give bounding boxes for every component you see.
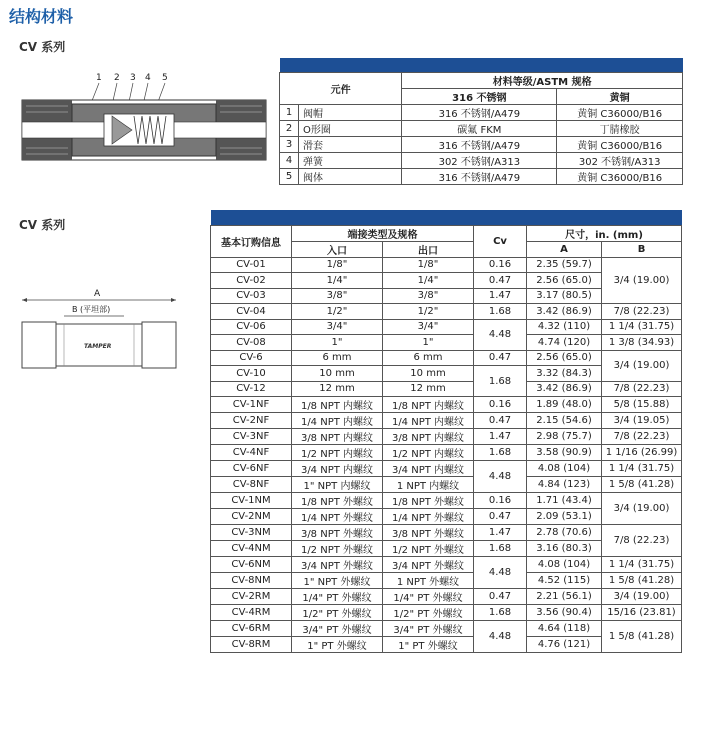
cv-value: 4.48	[474, 319, 527, 350]
outlet-spec: 1/2"	[383, 304, 474, 320]
ss-material: 316 不锈钢/A479	[402, 137, 557, 153]
cv-value: 1.47	[474, 288, 527, 304]
inlet-spec: 1/4 NPT 内螺纹	[292, 413, 383, 429]
row-number: 5	[280, 169, 299, 185]
order-code: CV-3NM	[211, 525, 292, 541]
order-code: CV-08	[211, 335, 292, 351]
material-row	[280, 121, 683, 137]
dimension-a: 4.08 (104)	[527, 461, 602, 477]
series-label-top: CV 系列	[19, 40, 66, 54]
order-code: CV-04	[211, 304, 292, 320]
dimension-b: 1 5/8 (41.28)	[602, 477, 682, 493]
outlet-spec: 3/8"	[383, 288, 474, 304]
inlet-spec: 1" NPT 内螺纹	[292, 477, 383, 493]
dimension-b: 7/8 (22.23)	[602, 525, 682, 557]
header-part: 元件	[280, 73, 402, 105]
cross-section-diagram	[14, 70, 274, 170]
outlet-spec: 1/2 NPT 内螺纹	[383, 445, 474, 461]
ordering-table	[210, 210, 682, 653]
cv-value: 1.47	[474, 525, 527, 541]
order-code: CV-06	[211, 319, 292, 335]
inlet-spec: 1/2 NPT 外螺纹	[292, 541, 383, 557]
dimension-b: 1 1/4 (31.75)	[602, 461, 682, 477]
brand-logo: TAMPER	[84, 343, 112, 350]
dimension-a: 4.74 (120)	[527, 335, 602, 351]
inlet-spec: 12 mm	[292, 381, 383, 397]
cv-value: 0.47	[474, 509, 527, 525]
dimension-a: 3.17 (80.5)	[527, 288, 602, 304]
series-label-bottom: CV 系列	[19, 218, 66, 232]
dimension-a: 2.56 (65.0)	[527, 273, 602, 289]
inlet-spec: 3/8 NPT 内螺纹	[292, 429, 383, 445]
dimension-a: 1.89 (48.0)	[527, 397, 602, 413]
dimension-b: 1 5/8 (41.28)	[602, 573, 682, 589]
order-code: CV-6	[211, 350, 292, 366]
cv-value: 0.16	[474, 257, 527, 273]
outlet-spec: 3/8 NPT 内螺纹	[383, 429, 474, 445]
row-number: 2	[280, 121, 299, 137]
dimension-a: 4.84 (123)	[527, 477, 602, 493]
part-name: 阀体	[299, 169, 402, 185]
dimension-b: 3/4 (19.00)	[602, 257, 682, 304]
order-code: CV-2NF	[211, 413, 292, 429]
outlet-spec: 1/4 NPT 内螺纹	[383, 413, 474, 429]
dimension-a: 3.42 (86.9)	[527, 304, 602, 320]
callout-1: 1	[96, 73, 102, 83]
dimension-a: 2.78 (70.6)	[527, 525, 602, 541]
outlet-spec: 12 mm	[383, 381, 474, 397]
dimension-b: 7/8 (22.23)	[602, 381, 682, 397]
cv-value: 1.68	[474, 366, 527, 397]
header-a: A	[527, 241, 602, 257]
cv-value: 0.47	[474, 589, 527, 605]
order-row	[211, 397, 682, 413]
cv-value: 0.47	[474, 413, 527, 429]
cv-value: 1.68	[474, 445, 527, 461]
dimension-b: 7/8 (22.23)	[602, 429, 682, 445]
row-number: 3	[280, 137, 299, 153]
order-row	[211, 319, 682, 335]
order-code: CV-2NM	[211, 509, 292, 525]
dimension-a: 3.58 (90.9)	[527, 445, 602, 461]
outlet-spec: 1/8 NPT 内螺纹	[383, 397, 474, 413]
outlet-spec: 3/4"	[383, 319, 474, 335]
order-row	[211, 381, 682, 397]
order-code: CV-2RM	[211, 589, 292, 605]
part-name: 滑套	[299, 137, 402, 153]
callout-5: 5	[162, 73, 168, 83]
outlet-spec: 6 mm	[383, 350, 474, 366]
order-row	[211, 573, 682, 589]
outline-diagram	[14, 286, 184, 376]
cv-value: 4.48	[474, 461, 527, 493]
order-row	[211, 350, 682, 366]
order-code: CV-4NM	[211, 541, 292, 557]
material-row	[280, 169, 683, 185]
outlet-spec: 10 mm	[383, 366, 474, 382]
dimension-a: 3.56 (90.4)	[527, 605, 602, 621]
callout-4: 4	[145, 73, 151, 83]
cv-value: 1.68	[474, 304, 527, 320]
dimension-a: 2.56 (65.0)	[527, 350, 602, 366]
outlet-spec: 3/8 NPT 外螺纹	[383, 525, 474, 541]
outlet-spec: 3/4" PT 外螺纹	[383, 621, 474, 637]
header-inlet: 入口	[292, 241, 383, 257]
dimension-a: 4.32 (110)	[527, 319, 602, 335]
order-row	[211, 589, 682, 605]
materials-table	[279, 58, 683, 185]
order-code: CV-1NF	[211, 397, 292, 413]
dimension-a: 1.71 (43.4)	[527, 493, 602, 509]
header-material: 材料等级/ASTM 规格	[402, 73, 683, 89]
order-code: CV-3NF	[211, 429, 292, 445]
inlet-spec: 1/2"	[292, 304, 383, 320]
order-row	[211, 335, 682, 351]
dimension-b: 1 1/4 (31.75)	[602, 319, 682, 335]
cv-value: 1.47	[474, 429, 527, 445]
dimension-b: 3/4 (19.00)	[602, 589, 682, 605]
cv-value: 1.68	[474, 605, 527, 621]
dimension-b: 3/4 (19.00)	[602, 350, 682, 381]
inlet-spec: 1/4 NPT 外螺纹	[292, 509, 383, 525]
order-row	[211, 477, 682, 493]
inlet-spec: 3/8 NPT 外螺纹	[292, 525, 383, 541]
brass-material: 黄铜 C36000/B16	[557, 105, 683, 121]
order-code: CV-8RM	[211, 637, 292, 653]
inlet-spec: 1/4" PT 外螺纹	[292, 589, 383, 605]
dimension-b: 3/4 (19.00)	[602, 493, 682, 525]
dimension-a: 2.15 (54.6)	[527, 413, 602, 429]
outlet-spec: 1/2" PT 外螺纹	[383, 605, 474, 621]
header-cv: Cv	[474, 225, 527, 257]
order-code: CV-03	[211, 288, 292, 304]
dimension-b: 3/4 (19.05)	[602, 413, 682, 429]
material-row	[280, 137, 683, 153]
ss-material: 316 不锈钢/A479	[402, 105, 557, 121]
dimension-a: 3.32 (84.3)	[527, 366, 602, 382]
callout-3: 3	[130, 73, 136, 83]
dimension-a: 3.42 (86.9)	[527, 381, 602, 397]
ss-material: 碳氟 FKM	[402, 121, 557, 137]
outlet-spec: 1/4 NPT 外螺纹	[383, 509, 474, 525]
order-code: CV-10	[211, 366, 292, 382]
inlet-spec: 1/8 NPT 外螺纹	[292, 493, 383, 509]
dimension-a: 2.35 (59.7)	[527, 257, 602, 273]
outlet-spec: 1/4" PT 外螺纹	[383, 589, 474, 605]
inlet-spec: 1/4"	[292, 273, 383, 289]
inlet-spec: 1/2" PT 外螺纹	[292, 605, 383, 621]
outlet-spec: 1" PT 外螺纹	[383, 637, 474, 653]
inlet-spec: 1" NPT 外螺纹	[292, 573, 383, 589]
outlet-spec: 1 NPT 内螺纹	[383, 477, 474, 493]
inlet-spec: 10 mm	[292, 366, 383, 382]
dimension-b: 1 3/8 (34.93)	[602, 335, 682, 351]
dimension-b-label: B (平坦部)	[72, 305, 111, 314]
inlet-spec: 1/2 NPT 内螺纹	[292, 445, 383, 461]
header-outlet: 出口	[383, 241, 474, 257]
cv-value: 0.47	[474, 273, 527, 289]
order-code: CV-6RM	[211, 621, 292, 637]
cv-value: 0.16	[474, 397, 527, 413]
order-row	[211, 445, 682, 461]
callout-2: 2	[114, 73, 120, 83]
dimension-a: 4.52 (115)	[527, 573, 602, 589]
order-code: CV-6NF	[211, 461, 292, 477]
dimension-b: 15/16 (23.81)	[602, 605, 682, 621]
header-b: B	[602, 241, 682, 257]
dimension-a: 2.09 (53.1)	[527, 509, 602, 525]
order-code: CV-01	[211, 257, 292, 273]
dimension-a: 4.08 (104)	[527, 557, 602, 573]
material-row	[280, 105, 683, 121]
inlet-spec: 3/4 NPT 内螺纹	[292, 461, 383, 477]
dimension-a: 3.16 (80.3)	[527, 541, 602, 557]
outlet-spec: 1 NPT 外螺纹	[383, 573, 474, 589]
dimension-b: 7/8 (22.23)	[602, 304, 682, 320]
material-row	[280, 153, 683, 169]
outlet-spec: 1"	[383, 335, 474, 351]
order-row	[211, 413, 682, 429]
order-row	[211, 557, 682, 573]
outlet-spec: 3/4 NPT 外螺纹	[383, 557, 474, 573]
outlet-spec: 1/8"	[383, 257, 474, 273]
brass-material: 302 不锈钢/A313	[557, 153, 683, 169]
dimension-b: 1 1/4 (31.75)	[602, 557, 682, 573]
cv-value: 4.48	[474, 621, 527, 653]
order-row	[211, 605, 682, 621]
dimension-a-label: A	[94, 289, 101, 299]
inlet-spec: 1/8"	[292, 257, 383, 273]
part-name: 阀帽	[299, 105, 402, 121]
order-row	[211, 257, 682, 273]
outlet-spec: 1/4"	[383, 273, 474, 289]
part-name: O形圈	[299, 121, 402, 137]
header-ss: 316 不锈钢	[402, 89, 557, 105]
cv-value: 1.68	[474, 541, 527, 557]
order-code: CV-8NF	[211, 477, 292, 493]
outlet-spec: 3/4 NPT 内螺纹	[383, 461, 474, 477]
order-code: CV-02	[211, 273, 292, 289]
order-row	[211, 621, 682, 637]
order-row	[211, 461, 682, 477]
inlet-spec: 3/8"	[292, 288, 383, 304]
row-number: 1	[280, 105, 299, 121]
ss-material: 302 不锈钢/A313	[402, 153, 557, 169]
cv-value: 4.48	[474, 557, 527, 589]
inlet-spec: 3/4"	[292, 319, 383, 335]
order-code: CV-12	[211, 381, 292, 397]
ss-material: 316 不锈钢/A479	[402, 169, 557, 185]
section-title: 结构材料	[9, 7, 74, 26]
brass-material: 黄铜 C36000/B16	[557, 169, 683, 185]
cv-value: 0.16	[474, 493, 527, 509]
dimension-a: 2.98 (75.7)	[527, 429, 602, 445]
dimension-b: 1 5/8 (41.28)	[602, 621, 682, 653]
brass-material: 丁腈橡胶	[557, 121, 683, 137]
order-row	[211, 429, 682, 445]
inlet-spec: 6 mm	[292, 350, 383, 366]
outlet-spec: 1/2 NPT 外螺纹	[383, 541, 474, 557]
outlet-spec: 1/8 NPT 外螺纹	[383, 493, 474, 509]
part-name: 弹簧	[299, 153, 402, 169]
header-order-info: 基本订购信息	[211, 225, 292, 257]
dimension-a: 2.21 (56.1)	[527, 589, 602, 605]
inlet-spec: 1/8 NPT 内螺纹	[292, 397, 383, 413]
header-brass: 黄铜	[557, 89, 683, 105]
inlet-spec: 1" PT 外螺纹	[292, 637, 383, 653]
header-end-type: 端接类型及规格	[292, 225, 474, 241]
dimension-a: 4.76 (121)	[527, 637, 602, 653]
inlet-spec: 1"	[292, 335, 383, 351]
order-code: CV-8NM	[211, 573, 292, 589]
order-code: CV-4NF	[211, 445, 292, 461]
dimension-b: 5/8 (15.88)	[602, 397, 682, 413]
order-code: CV-1NM	[211, 493, 292, 509]
header-dimensions: 尺寸，in. (mm)	[527, 225, 682, 241]
brass-material: 黄铜 C36000/B16	[557, 137, 683, 153]
cv-value: 0.47	[474, 350, 527, 366]
inlet-spec: 3/4 NPT 外螺纹	[292, 557, 383, 573]
order-code: CV-4RM	[211, 605, 292, 621]
row-number: 4	[280, 153, 299, 169]
order-row	[211, 525, 682, 541]
order-row	[211, 304, 682, 320]
dimension-a: 4.64 (118)	[527, 621, 602, 637]
order-row	[211, 493, 682, 509]
inlet-spec: 3/4" PT 外螺纹	[292, 621, 383, 637]
order-code: CV-6NM	[211, 557, 292, 573]
dimension-b: 1 1/16 (26.99)	[602, 445, 682, 461]
